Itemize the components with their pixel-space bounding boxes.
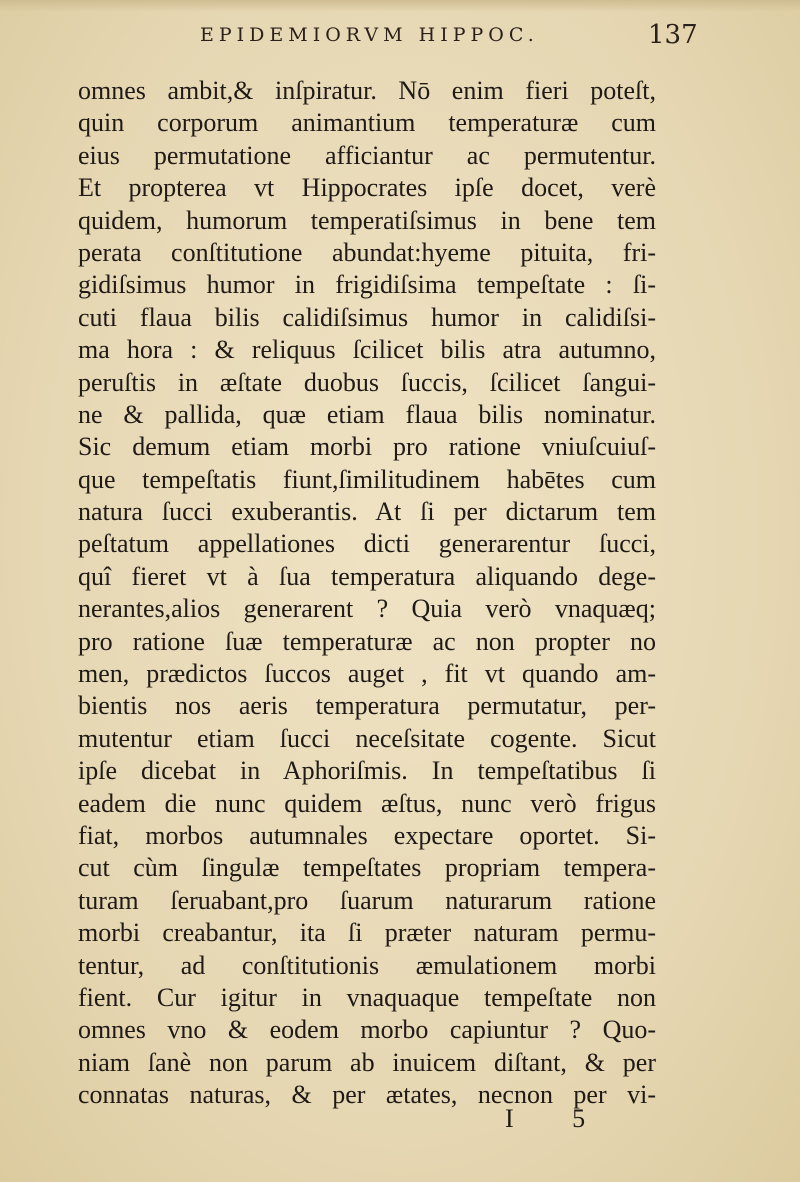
text-line: turam ſeruabant,pro ſuarum naturarum ratione — [78, 885, 656, 915]
text-block — [78, 75, 656, 1112]
text-line: tentur, ad conſtitutionis æmulationem morbi — [78, 950, 656, 980]
text-line: nerantes,alios generarent ? Quia verò vnaquæq; — [78, 594, 656, 624]
text-line: omnes vno & eodem morbo capiuntur ? Quo- — [78, 1015, 656, 1045]
text-line: quin corporum animantium temperaturæ cum — [78, 108, 656, 138]
text-line: ne & pallida, quæ etiam flaua bilis nominatur. — [78, 399, 656, 429]
text-line: cuti flaua bilis calidiſsimus humor in calidiſsi- — [78, 302, 656, 332]
text-line: connatas naturas, & per ætates, necnon per vi- — [78, 1080, 656, 1110]
text-line: cut cùm ſingulæ tempeſtates propriam tempera- — [78, 853, 656, 883]
text-line: Et propterea vt Hippocrates ipſe docet, verè — [78, 173, 656, 203]
text-line: eius permutatione afficiantur ac permutentur. — [78, 140, 656, 170]
text-line: que tempeſtatis fiunt,ſimilitudinem habētes cum — [78, 464, 656, 494]
text-line: pro ratione ſuæ temperaturæ ac non propter no — [78, 626, 656, 656]
text-line: fiat, morbos autumnales expectare oportet. Si- — [78, 820, 656, 850]
page-number: 137 — [648, 20, 698, 50]
text-line: men, prædictos ſuccos auget , fit vt quando am- — [78, 659, 656, 689]
signature-mark: I 5 — [505, 1104, 612, 1133]
text-line: bientis nos aeris temperatura permutatur, per- — [78, 691, 656, 721]
text-line: eadem die nunc quidem æſtus, nunc verò frigus — [78, 788, 656, 818]
text-line: quî fieret vt à ſua temperatura aliquando dege- — [78, 561, 656, 591]
text-line: quidem, humorum temperatiſsimus in bene tem — [78, 205, 656, 235]
text-line: ma hora : & reliquus ſcilicet bilis atra autumno, — [78, 335, 656, 365]
text-line: niam ſanè non parum ab inuicem diſtant, & per — [78, 1047, 656, 1077]
text-line: gidiſsimus humor in frigidiſsima tempeſtate : ſi- — [78, 270, 656, 300]
page-top-edge — [0, 0, 800, 12]
text-line: fient. Cur igitur in vnaquaque tempeſtate non — [78, 982, 656, 1012]
text-line: peſtatum appellationes dicti generarentur ſucci, — [78, 529, 656, 559]
text-line: natura ſucci exuberantis. At ſi per dictarum tem — [78, 497, 656, 527]
text-line: Sic demum etiam morbi pro ratione vniuſcuiuſ- — [78, 432, 656, 462]
text-line: omnes ambit,& inſpiratur. Nō enim fieri poteſt, — [78, 76, 656, 105]
text-line: peruſtis in æſtate duobus ſuccis, ſcilicet ſangui- — [78, 367, 656, 397]
text-line: morbi creabantur, ita ſi præter naturam permu- — [78, 918, 656, 948]
text-line: ipſe dicebat in Aphoriſmis. In tempeſtatibus ſi — [78, 756, 656, 786]
text-line: mutentur etiam ſucci neceſsitate cogente. Sicut — [78, 723, 656, 753]
text-line: perata conſtitutione abundat:hyeme pituita, fri- — [78, 237, 656, 267]
running-head: EPIDEMIORVM HIPPOC. — [200, 24, 539, 46]
